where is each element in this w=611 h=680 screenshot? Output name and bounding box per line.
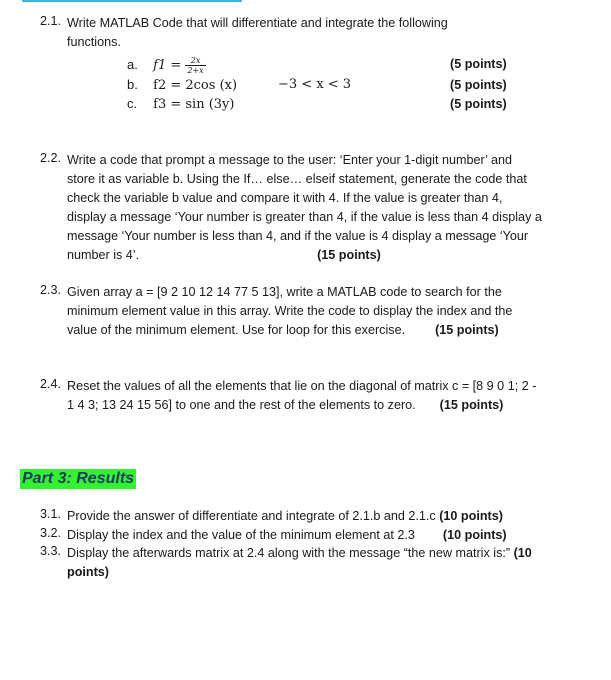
- question-text: Write MATLAB Code that will differentiate and integrate the following: [67, 16, 448, 30]
- function-lhs: f1 =: [153, 58, 182, 73]
- question-text: Given array a = [9 2 10 12 14 77 5 13], write a MATLAB code to search for the: [67, 285, 502, 299]
- question-text: message ‘Your number is less than 4, and if the value is 4 display a message ‘Your: [67, 229, 529, 243]
- result-text: Display the index and the value of the minimum element at 2.3: [67, 528, 415, 542]
- result-text: Provide the answer of differentiate and integrate of 2.1.b and 2.1.c: [67, 509, 436, 523]
- question-number: 2.3.: [40, 283, 62, 297]
- points-label: (10 points): [439, 509, 503, 523]
- question-text: Write a code that prompt a message to the user: ‘Enter your 1-digit number’ and: [67, 153, 512, 167]
- function-expression: f3 = sin (3y): [153, 97, 235, 112]
- points-label: (5 points): [450, 97, 507, 111]
- question-text: 1 4 3; 13 24 15 56] to one and the rest of the elements to zero.: [67, 398, 416, 412]
- question-text: check the variable b value and compare it with 4. If the value is greater than 4,: [67, 191, 503, 205]
- question-text: Reset the values of all the elements that lie on the diagonal of matrix c = [8 9 0 1; 2 -: [67, 379, 537, 393]
- question-number: 3.1.: [40, 507, 62, 521]
- function-expression: f2 = 2cos (x): [153, 78, 238, 93]
- points-label: (5 points): [450, 78, 507, 92]
- result-text: Display the afterwards matrix at 2.4 along with the message “the new matrix is:”: [67, 546, 511, 560]
- question-text: minimum element value in this array. Write the code to display the index and the: [67, 304, 513, 318]
- question-number: 2.1.: [40, 14, 62, 28]
- domain-range: −3 < x < 3: [278, 77, 352, 92]
- part-3-heading: Part 3: Results: [22, 470, 135, 487]
- fraction: $\frac{2x}{2+x}$: [187, 56, 204, 75]
- function-item-a: a. f1 = $\frac{2x}{2+x}$: [127, 56, 204, 75]
- question-text: number is 4’.: [67, 248, 140, 262]
- top-accent-bar: [22, 0, 242, 2]
- question-text: functions.: [67, 35, 121, 49]
- question-text: display a message ‘Your number is greater than 4, if the value is less than 4 display a: [67, 210, 542, 224]
- points-label: (10: [513, 546, 532, 560]
- function-item-b: b. f2 = 2cos (x): [127, 77, 238, 93]
- points-label: (15 points): [317, 248, 381, 262]
- points-label: points): [67, 565, 109, 579]
- points-label: (5 points): [450, 57, 507, 71]
- question-number: 2.2.: [40, 151, 62, 165]
- points-label: (15 points): [439, 398, 504, 412]
- question-number: 3.2.: [40, 526, 62, 540]
- question-text: value of the minimum element. Use for loop for this exercise.: [67, 323, 406, 337]
- question-number: 3.3.: [40, 544, 62, 558]
- question-number: 2.4.: [40, 377, 62, 391]
- question-text: store it as variable b. Using the If… else… elseif statement, generate the code that: [67, 172, 527, 186]
- points-label: (10 points): [442, 528, 507, 542]
- function-item-c: c. f3 = sin (3y): [127, 96, 235, 112]
- points-label: (15 points): [435, 323, 499, 337]
